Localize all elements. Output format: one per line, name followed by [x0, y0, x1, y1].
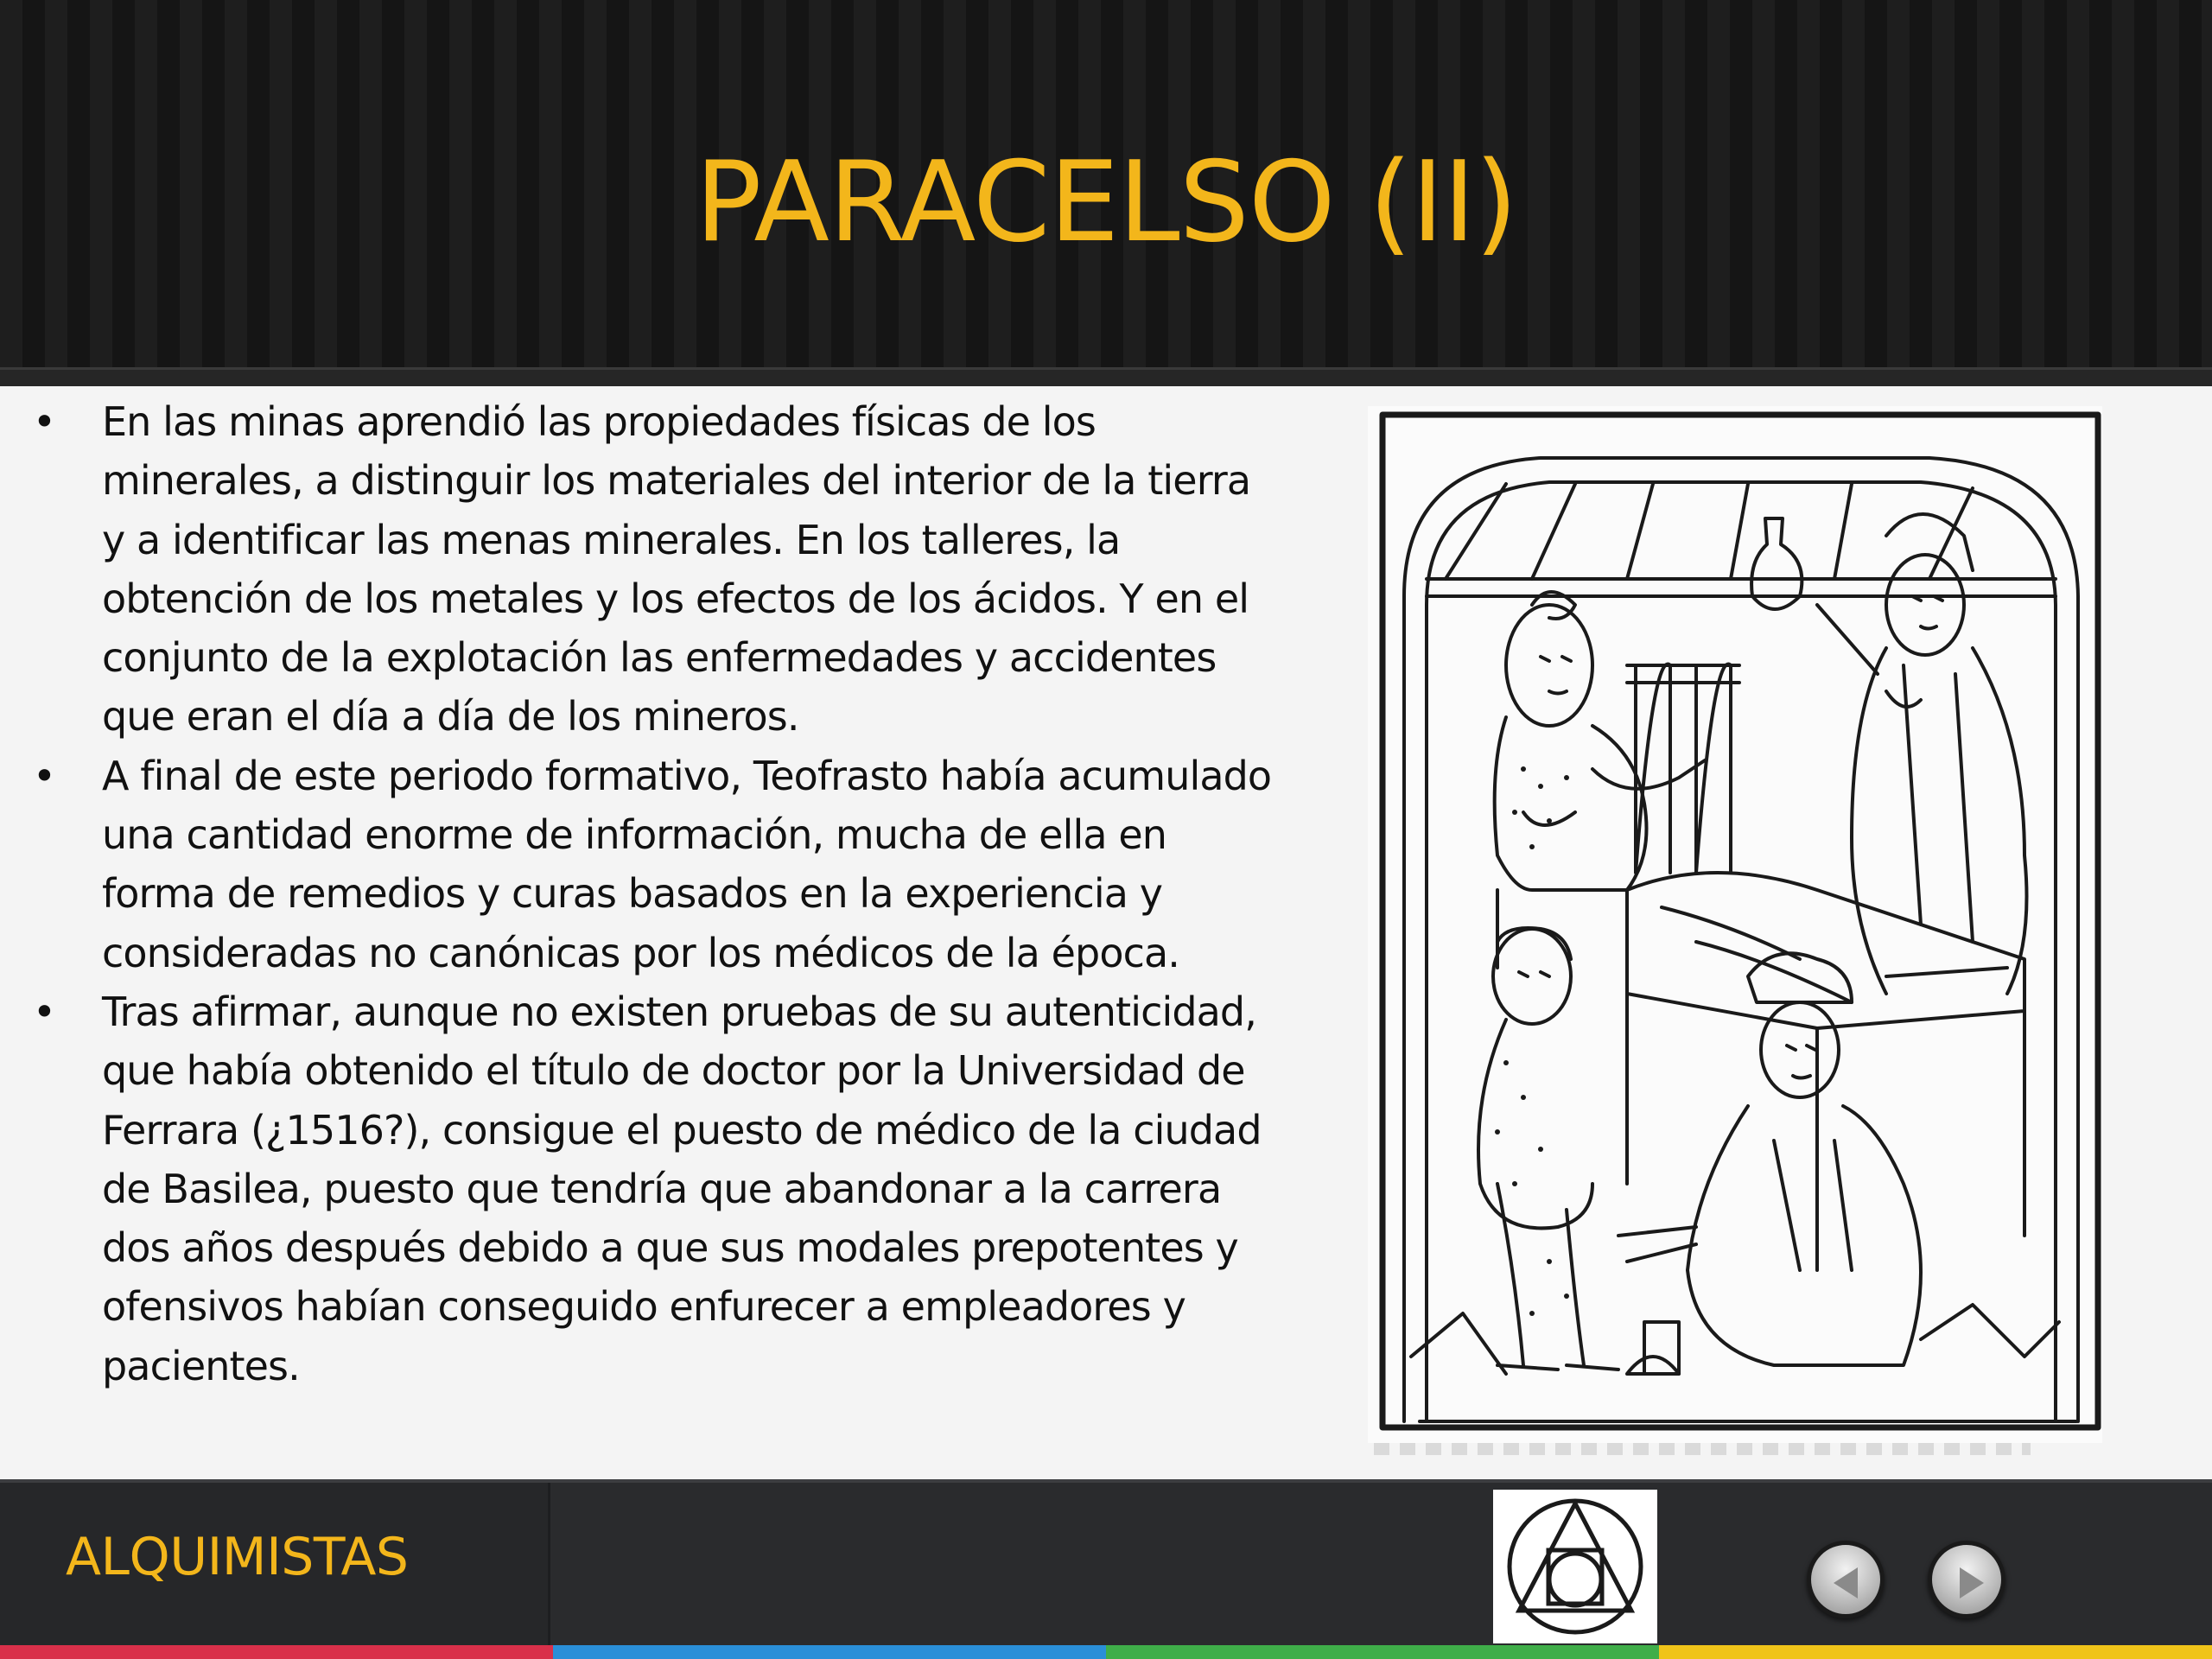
- footer-section-label: ALQUIMISTAS: [66, 1527, 409, 1587]
- bullet-item: [31, 747, 1284, 982]
- color-strip-red: [0, 1645, 553, 1659]
- bullet-text: A final de este periodo formativo, Teofrasto había acumulado una cantidad enorme de información, mucha de ella en forma de remedios y curas basados en la experiencia y consideradas no canónicas por los médicos de la época.: [102, 752, 1272, 976]
- bullet-text: En las minas aprendió las propiedades físicas de los minerales, a distinguir los materiales del interior de la tierra y a identificar las menas minerales. En los talleres, la obtención de los metales y los efectos de los ácidos. Y en el conjunto de la explotación las enfermedades y accidentes que eran el día a día de los mineros.: [102, 398, 1251, 741]
- woodcut-drawing: [1368, 406, 2102, 1443]
- color-strip-green: [1106, 1645, 1659, 1659]
- bullet-dot: •: [32, 988, 56, 1035]
- bullet-item: [31, 982, 1284, 1395]
- color-strip-blue: [553, 1645, 1106, 1659]
- bullet-list: [31, 392, 1284, 1395]
- color-strip-yellow: [1659, 1645, 2212, 1659]
- prev-arrow-icon: [1834, 1567, 1858, 1599]
- bullet-dot: •: [32, 752, 56, 799]
- figure-caption-fragment: [1374, 1443, 2031, 1455]
- alchemy-triangle-circle-square-icon: [1493, 1490, 1657, 1643]
- bullet-item: [31, 392, 1284, 747]
- bullet-text: Tras afirmar, aunque no existen pruebas de su autenticidad, que había obtenido el título de doctor por la Universidad de Ferrara (¿1516?), consigue el puesto de médico de la ciudad de Basilea, puesto que tendría que abandonar a la carrera dos años después debido a que sus modales prepotentes y ofensivos habían conseguido enfurecer a empleadores y pacientes.: [102, 988, 1262, 1389]
- slide-title: PARACELSO (II): [695, 138, 1517, 267]
- next-slide-button[interactable]: [1928, 1541, 2005, 1618]
- bullet-dot: •: [32, 398, 56, 445]
- alchemy-logo: [1493, 1490, 1657, 1643]
- next-arrow-icon: [1960, 1567, 1984, 1599]
- prev-slide-button[interactable]: [1807, 1541, 1885, 1618]
- woodcut-illustration: [1368, 406, 2102, 1443]
